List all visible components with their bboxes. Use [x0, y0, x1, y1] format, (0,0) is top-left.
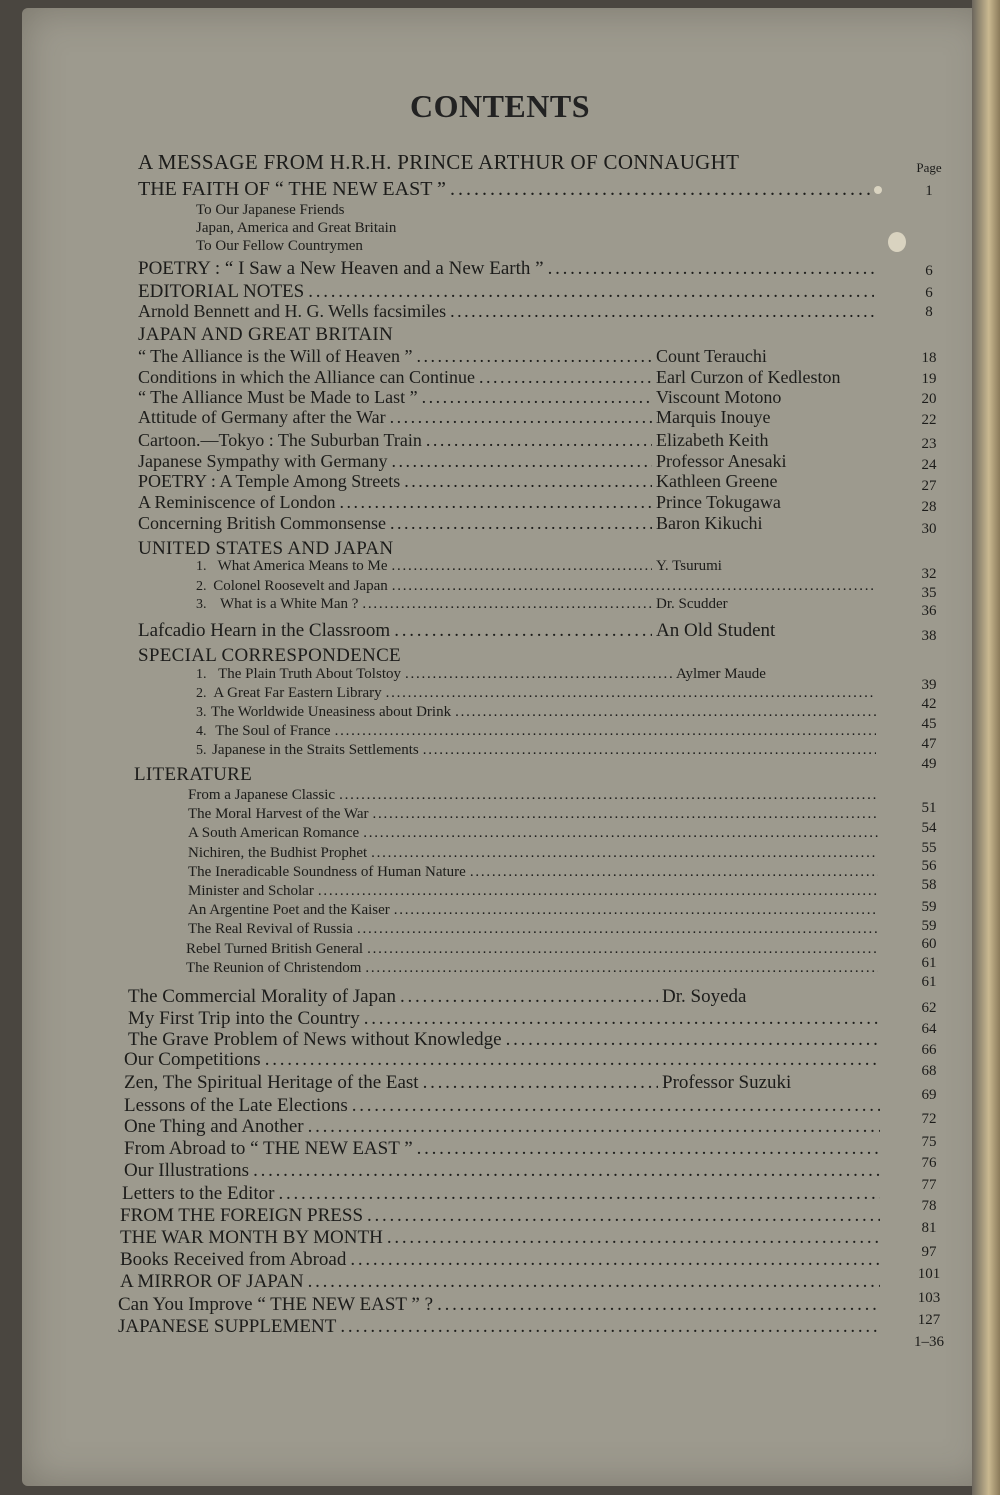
toc-entry: FROM THE FOREIGN PRESS . . .	[120, 1205, 884, 1227]
page-number: 59	[921, 899, 937, 915]
toc-entry: Arnold Bennett and H. G. Wells facsimiles . . .	[138, 301, 878, 322]
toc-entry: Letters to the Editor . . .	[122, 1183, 884, 1205]
page-number: 55	[921, 840, 937, 856]
page-number: 61	[921, 974, 937, 990]
toc-entry: THE FAITH OF “ THE NEW EAST ” . . .	[138, 178, 878, 201]
toc-entry: JAPANESE SUPPLEMENT . . .	[118, 1316, 884, 1338]
toc-entry: 3. What is a White Man ? . . . Dr. Scudder	[196, 596, 880, 613]
page-number: 51	[921, 800, 937, 816]
toc-entry: The Reunion of Christendom . . .	[186, 960, 882, 977]
page-number: 20	[921, 391, 937, 407]
page-number: 6	[925, 263, 933, 279]
toc-entry: From a Japanese Classic . . .	[188, 787, 882, 804]
page-number: 78	[921, 1198, 937, 1214]
toc-entry: Books Received from Abroad . . .	[120, 1249, 884, 1271]
page-number: 59	[921, 918, 937, 934]
page-number: 97	[921, 1244, 937, 1260]
toc-entry: 2. A Great Far Eastern Library . . .	[196, 685, 880, 702]
page-number: 8	[925, 304, 933, 320]
section-heading: SPECIAL CORRESPONDENCE	[138, 645, 401, 666]
page-number: 62	[921, 1000, 937, 1016]
subsection-item: Japan, America and Great Britain	[196, 220, 397, 236]
page-number: 32	[921, 566, 937, 582]
page-number: 1–36	[914, 1334, 944, 1350]
toc-entry: 5. Japanese in the Straits Settlements . . .	[196, 742, 880, 759]
page-number: 35	[921, 585, 937, 601]
toc-entry: “ The Alliance is the Will of Heaven ” . . . Count Terauchi	[138, 346, 878, 367]
toc-entry: THE WAR MONTH BY MONTH . . .	[120, 1227, 884, 1249]
toc-entry: From Abroad to “ THE NEW EAST ” . . .	[124, 1138, 884, 1160]
toc-entry: Our Competitions . . .	[124, 1049, 884, 1071]
page-number: 101	[917, 1266, 941, 1282]
toc-entry: Zen, The Spiritual Heritage of the East . . . Professor Suzuki	[124, 1072, 884, 1094]
subsection-item: To Our Japanese Friends	[196, 202, 345, 218]
toc-entry: Concerning British Commonsense . . . Baron Kikuchi	[138, 513, 878, 534]
toc-entry: Minister and Scholar . . .	[188, 883, 882, 900]
toc-entry: 4. The Soul of France . . .	[196, 723, 880, 740]
page-number: 18	[921, 350, 937, 366]
page-number: 103	[917, 1290, 941, 1306]
toc-entry: Nichiren, the Budhist Prophet . . .	[188, 845, 882, 862]
page-number: 23	[921, 436, 937, 452]
page-number: 56	[921, 858, 937, 874]
page-number: 81	[921, 1220, 937, 1236]
page-column-label: Page	[916, 160, 942, 175]
toc-entry: My First Trip into the Country . . .	[128, 1008, 884, 1030]
page-number: 76	[921, 1155, 937, 1171]
page-number: 64	[921, 1021, 937, 1037]
page-number: 60	[921, 936, 937, 952]
page-number: 39	[921, 677, 937, 693]
toc-entry: The Real Revival of Russia . . .	[188, 921, 882, 938]
page-number: 30	[921, 521, 937, 537]
toc-entry: One Thing and Another . . .	[124, 1116, 884, 1138]
page-number: 54	[921, 820, 937, 836]
page-number: 42	[921, 696, 937, 712]
page-number: 27	[921, 478, 937, 494]
toc-entry: Can You Improve “ THE NEW EAST ” ? . . .	[118, 1294, 884, 1316]
page-number: 58	[921, 877, 937, 893]
toc-entry: 1. What America Means to Me . . . Y. Tsurumi	[196, 558, 880, 575]
page-number: 47	[921, 736, 937, 752]
page-number: 69	[921, 1087, 937, 1103]
page-number: 75	[921, 1134, 937, 1150]
toc-entry: 2. Colonel Roosevelt and Japan . . .	[196, 578, 880, 595]
toc-entry: The Grave Problem of News without Knowledge . . .	[128, 1029, 884, 1051]
page-edge	[972, 0, 1000, 1495]
page-number: 127	[917, 1312, 941, 1328]
paper-stain	[888, 232, 906, 252]
section-heading: JAPAN AND GREAT BRITAIN	[138, 324, 394, 345]
toc-entry: Conditions in which the Alliance can Continue . . . Earl Curzon of Kedleston	[138, 367, 878, 388]
page-number: 36	[921, 603, 937, 619]
toc-entry: Cartoon.—Tokyo : The Suburban Train . . . Elizabeth Keith	[138, 430, 878, 451]
page-number: 24	[921, 457, 937, 473]
section-heading: UNITED STATES AND JAPAN	[138, 538, 394, 559]
subsection-item: To Our Fellow Countrymen	[196, 238, 363, 254]
section-heading: LITERATURE	[134, 764, 253, 785]
page-number: 19	[921, 371, 937, 387]
page-number: 77	[921, 1177, 937, 1193]
page-number: 45	[921, 716, 937, 732]
toc-entry: An Argentine Poet and the Kaiser . . .	[188, 902, 882, 919]
toc-entry: Lessons of the Late Elections . . .	[124, 1095, 884, 1117]
toc-entry: The Commercial Morality of Japan . . . Dr. Soyeda	[128, 986, 884, 1008]
toc-entry: The Ineradicable Soundness of Human Nature . . .	[188, 864, 882, 881]
toc-entry: POETRY : “ I Saw a New Heaven and a New Earth ” . . .	[138, 258, 878, 280]
toc-entry: POETRY : A Temple Among Streets . . . Kathleen Greene	[138, 471, 878, 492]
toc-entry: A Reminiscence of London . . . Prince Tokugawa	[138, 492, 878, 513]
page-number: 66	[921, 1042, 937, 1058]
toc-entry: 3. The Worldwide Uneasiness about Drink . . .	[196, 704, 880, 721]
page-number: 72	[921, 1111, 937, 1127]
page-number: 68	[921, 1063, 937, 1079]
page-number: 38	[921, 628, 937, 644]
page-number: 1	[925, 183, 933, 199]
toc-entry: EDITORIAL NOTES . . .	[138, 281, 878, 303]
toc-entry: Japanese Sympathy with Germany . . . Professor Anesaki	[138, 451, 878, 472]
page-title: CONTENTS	[409, 88, 591, 124]
toc-entry: Attitude of Germany after the War . . . Marquis Inouye	[138, 407, 878, 428]
toc-entry-message: A MESSAGE FROM H.R.H. PRINCE ARTHUR OF CONNAUGHT	[138, 150, 740, 174]
toc-entry: The Moral Harvest of the War . . .	[188, 806, 882, 823]
page-number: 6	[925, 285, 933, 301]
toc-entry: Our Illustrations . . .	[124, 1160, 884, 1182]
toc-entry: Lafcadio Hearn in the Classroom . . . An Old Student	[138, 620, 878, 642]
toc-entry: “ The Alliance Must be Made to Last ” . . . Viscount Motono	[138, 387, 878, 408]
toc-entry: A MIRROR OF JAPAN . . .	[120, 1271, 884, 1293]
page-number: 28	[921, 499, 937, 515]
toc-entry: Rebel Turned British General . . .	[186, 941, 882, 958]
toc-entry: 1. The Plain Truth About Tolstoy . . . Aylmer Maude	[196, 666, 880, 683]
page-number: 61	[921, 955, 937, 971]
leader-dots	[450, 178, 874, 201]
page-number: 22	[921, 412, 937, 428]
toc-entry: A South American Romance . . .	[188, 825, 882, 842]
page-number: 49	[921, 756, 937, 772]
